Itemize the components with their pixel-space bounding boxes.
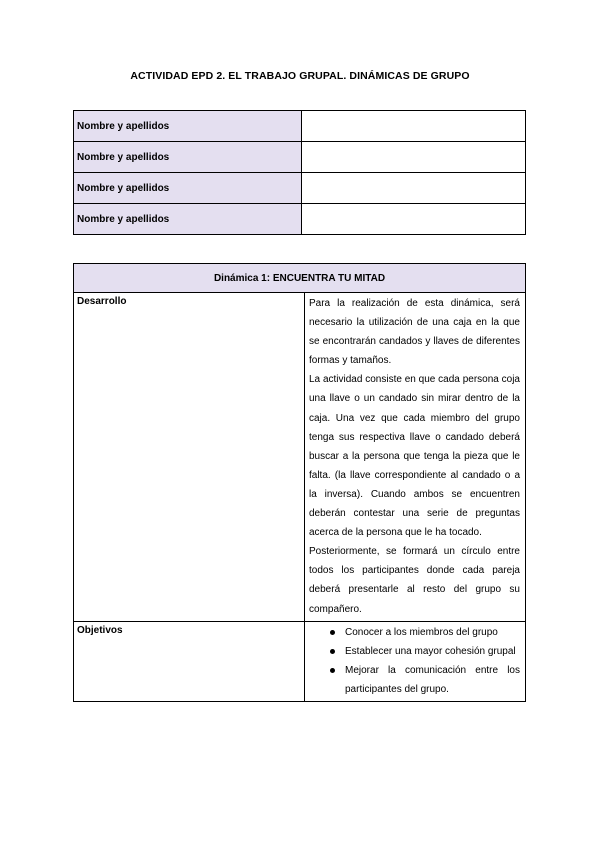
name-value-cell[interactable] [302, 142, 526, 173]
objetivo-item: Mejorar la comunicación entre los participantes del grupo. [345, 661, 520, 699]
page-title: ACTIVIDAD EPD 2. EL TRABAJO GRUPAL. DINÁMICAS DE GRUPO [130, 70, 470, 82]
name-value-cell[interactable] [302, 111, 526, 142]
name-value-cell[interactable] [302, 204, 526, 235]
objetivos-cell [305, 621, 526, 702]
desarrollo-paragraph: La actividad consiste en que cada persona coja una llave o un candado sin mirar dentro de la caja. Una vez que cada miembro del grupo tenga sus respectiva llave o candado deberá buscar a la persona que tenga la pieza que le falta. (la llave correspondiente al candado o a la inversa). Cuando ambos se encuentren deberán contestar una serie de preguntas acerca de la persona que le ha tocado. [309, 374, 520, 539]
name-label: Nombre y apellidos [74, 173, 302, 204]
objetivos-label: Objetivos [74, 621, 305, 702]
desarrollo-text [305, 293, 526, 622]
name-row [74, 142, 526, 173]
desarrollo-paragraph: Posteriormente, se formará un círculo entre todos los participantes donde cada pareja deberá presentarle al resto del grupo su compañero. [309, 546, 520, 615]
objetivo-item: Conocer a los miembros del grupo [345, 623, 520, 642]
dynamic-header: Dinámica 1: ENCUENTRA TU MITAD [74, 264, 526, 293]
names-table [73, 110, 526, 235]
name-label: Nombre y apellidos [74, 142, 302, 173]
desarrollo-row [74, 293, 526, 622]
name-row [74, 111, 526, 142]
objetivos-row [74, 621, 526, 702]
name-label: Nombre y apellidos [74, 204, 302, 235]
desarrollo-paragraph: Para la realización de esta dinámica, será necesario la utilización de una caja en la que se encontrarán candados y llaves de diferentes formas y tamaños. [309, 298, 520, 367]
desarrollo-label: Desarrollo [74, 293, 305, 622]
objetivos-list [309, 623, 520, 700]
name-value-cell[interactable] [302, 173, 526, 204]
name-label: Nombre y apellidos [74, 111, 302, 142]
objetivo-item: Establecer una mayor cohesión grupal [345, 642, 520, 661]
name-row [74, 173, 526, 204]
dynamic-table [73, 263, 526, 702]
name-row [74, 204, 526, 235]
